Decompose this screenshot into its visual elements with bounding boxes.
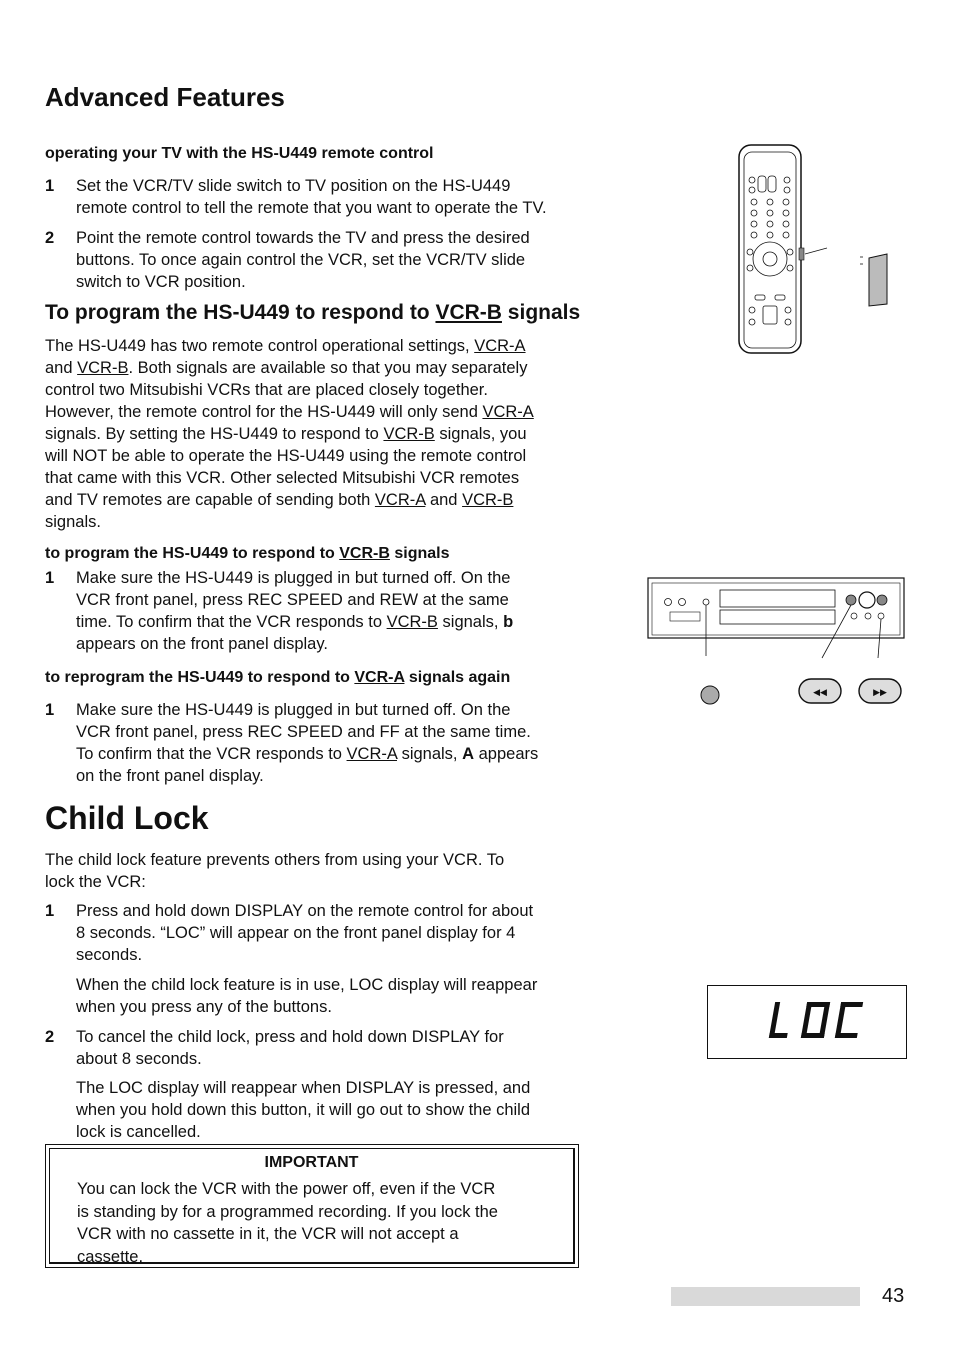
step-number: 2: [45, 1028, 55, 1046]
step-line: switch to VCR position.: [76, 273, 246, 291]
child-lock-note-1: When the child lock feature is in use, LOC display will reappear when you press any of the buttons.: [76, 976, 538, 1016]
loc-display-icon: [708, 986, 906, 1058]
step-number: 1: [45, 177, 55, 195]
page-number-bar: [671, 1287, 860, 1306]
step-number: 2: [45, 229, 55, 247]
page-number: 43: [882, 1285, 905, 1307]
child-lock-note-2: The LOC display will reappear when DISPLAY is pressed, and when you hold down this button, it will go out to show the child lock is cancelled.: [76, 1079, 531, 1141]
section-heading-program-vcr-b: to program the HS-U449 to respond to VCR-B signals: [45, 545, 450, 562]
section-heading-reprogram-vcr-a: to reprogram the HS-U449 to respond to VCR-A signals again: [45, 669, 511, 686]
remote-control-illustration: [735, 140, 895, 360]
step-line: buttons. To once again control the VCR, set the VCR/TV slide: [76, 251, 526, 269]
step-number: 1: [45, 701, 55, 719]
section-heading-operating-tv: operating your TV with the HS-U449 remote control: [45, 145, 434, 162]
page-title: Advanced Features: [45, 82, 285, 112]
child-lock-intro: The child lock feature prevents others from using your VCR. To lock the VCR:: [45, 851, 505, 891]
rewind-button-icon: ◀◀: [813, 688, 827, 698]
step-line: Set the VCR/TV slide switch to TV position on the HS-U449: [76, 177, 511, 195]
vcr-front-panel-illustration: [640, 570, 920, 710]
vcr-b-term: VCR-B: [435, 301, 502, 324]
loc-display-panel: [707, 985, 907, 1059]
fast-forward-button-icon: ▶▶: [873, 688, 887, 698]
step-number: 1: [45, 902, 55, 920]
important-title: IMPORTANT: [264, 1154, 359, 1171]
vcr-settings-paragraph: The HS-U449 has two remote control operational settings, VCR-A and VCR-B. Both signals are available so that you may separately control two Mitsubishi VCRs that are placed closely together. However, the remote control for the HS-U449 will only send VCR-A signals. By setting the HS-U449 to respond to VCR-B signals, you will NOT be able to operate the HS-U449 using the remote control that came with this VCR. Other selected Mitsubishi VCR remotes and TV remotes are capable of sending both VCR-A and VCR-B signals.: [45, 337, 534, 531]
step-line: remote control to tell the remote that you want to operate the TV.: [76, 199, 547, 217]
step-line: Point the remote control towards the TV and press the desired: [76, 229, 530, 247]
child-lock-title: Child Lock: [45, 800, 209, 836]
important-text: You can lock the VCR with the power off, even if the VCR is standing by for a programmed recording. If you lock the VCR with no cassette in it, the VCR will not accept a cassette.: [77, 1180, 498, 1266]
step-number: 1: [45, 569, 55, 587]
section-heading-vcr-b: To program the HS-U449 to respond to VCR-B signals: [45, 301, 581, 324]
important-box: [45, 1144, 579, 1268]
